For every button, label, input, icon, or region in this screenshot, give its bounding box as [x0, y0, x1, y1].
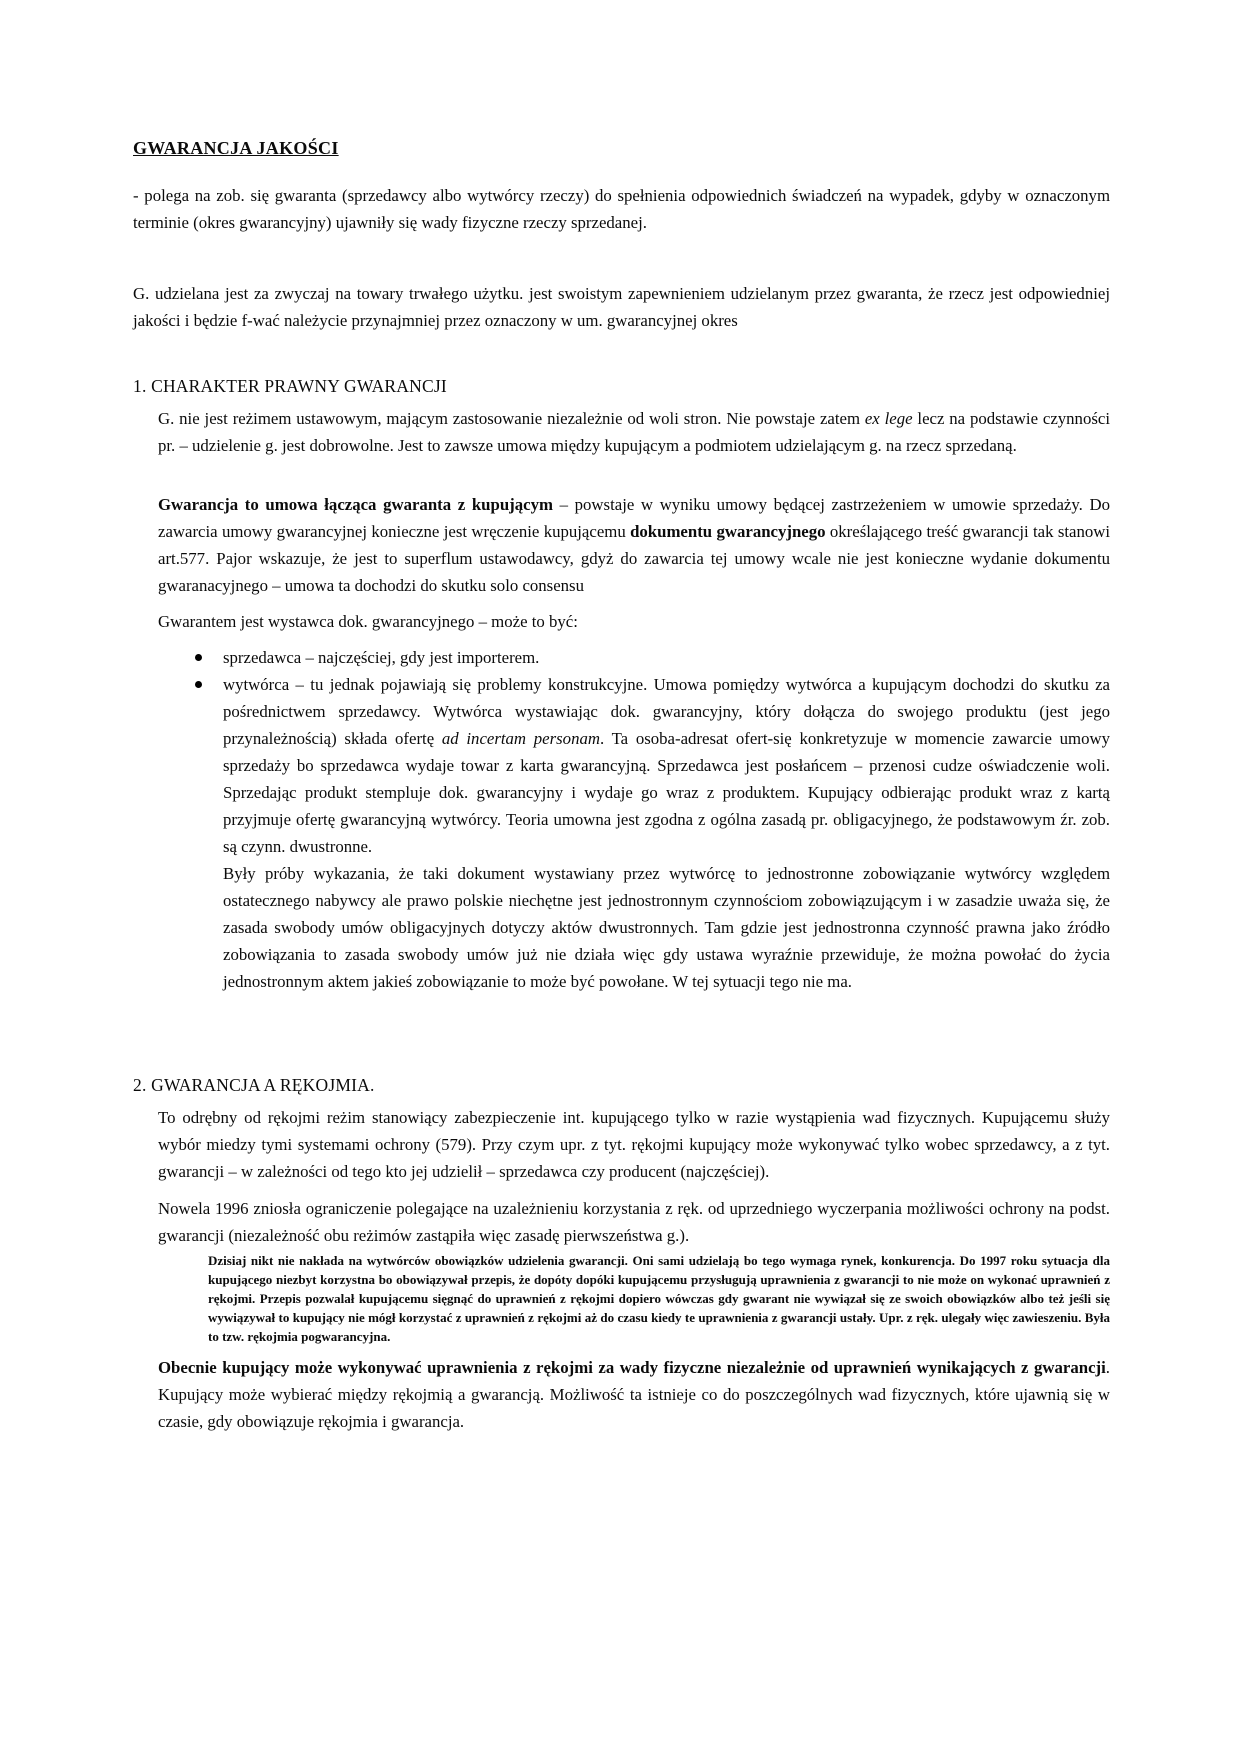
bullet-icon [195, 654, 202, 661]
section-2-paragraph-nowela: Nowela 1996 zniosła ograniczenie polegające na uzależnieniu korzystania z ręk. od uprzedniego wyczerpania możliwości ochrony na podst. gwarancji (niezależność obu reżimów zastąpiła więc zasadę pierwszeństwa g.). [158, 1199, 1110, 1245]
latin-term-ad-incertam-personam: ad incertam personam [441, 729, 600, 748]
bullet-icon [195, 681, 202, 688]
list-item-wytworca [193, 671, 1110, 995]
list-item-sprzedawca [193, 644, 1110, 671]
section-1-paragraph-gwarant: Gwarantem jest wystawca dok. gwarancyjnego – może to być: [158, 612, 578, 631]
section-2-paragraph-odrebny: To odrębny od rękojmi reżim stanowiący zabezpieczenie int. kupującego tylko w razie wystąpienia wad fizycznych. Kupującemu służy wybór miedzy tymi systemami ochrony (579). Przy czym upr. z tyt. rękojmi kupujący może wykonywać tylko wobec sprzedawcy, a z tyt. gwarancji – w zależności od tego kto jej udzielił – sprzedawca czy producent (najczęściej). [158, 1108, 1110, 1181]
text-run: – powstaje w wyniku umowy będącej zastrzeżeniem w umowie sprzedaży. Do zawarcia umowy gwarancyjnej konieczne jest wręczenie kupującemu [158, 495, 1110, 541]
bold-term-dokument-gwarancyjny: dokumentu gwarancyjnego [630, 522, 826, 541]
text-run: . Ta osoba-adresat ofert-się konkretyzuje w momencie zawarcie umowy sprzedaży bo sprzedawca wydaje towar z karta gwarancyjną. Sprzedawca jest posłańcem – przenosi cudze oświadczenie woli. Sprzedając produkt stempluje dok. gwarancyjny i wydaje go wraz z produktem. Kupujący odbierając produkt wraz z kartą przyjmuje ofertę gwarancyjną wytwórcy. Teoria umowna jest zgodna z ogólna zasadą pr. obligacyjnego, że podstawowym źr. zob. są czynn. dwustronne. [223, 729, 1110, 856]
section-1-heading: 1. CHARAKTER PRAWNY GWARANCJI [133, 376, 447, 396]
bold-lead-obecnie: Obecnie kupujący może wykonywać uprawnienia z rękojmi za wady fizyczne niezależnie od uprawnień wynikających z gwarancji [158, 1358, 1106, 1377]
text-run: Były próby wykazania, że taki dokument wystawiany przez wytwórcę to jednostronne zobowiązanie wytwórcy względem ostatecznego nabywcy ale prawo polskie niechętne jest jednostronnym czynnościom zobowiązującym i w zasadzie uważa się, że zasada swobody umów obligacyjnych dotyczy aktów dwustronnych. Tam gdzie jest jednostronna czynność prawna jako źródło zobowiązania to zasada swobody umów już nie działa więc gdy ustawa wyraźnie przewiduje, że można powołać do życia jednostronnym aktem jakieś zobowiązanie to może być powołane. W tej sytuacji tego nie ma. [223, 864, 1110, 991]
text-run: . Kupujący może wybierać między rękojmią a gwarancją. Możliwość ta istnieje co do poszczególnych wad fizycznych, które ujawnią się w czasie, gdy obowiązuje rękojmia i gwarancja. [158, 1358, 1110, 1431]
intro-paragraph-usage: G. udzielana jest za zwyczaj na towary trwałego użytku. jest swoistym zapewnieniem udzielanym przez gwaranta, że rzecz jest odpowiedniej jakości i będzie f-wać należycie przynajmniej przez oznaczony w um. gwarancyjnej okres [133, 284, 1110, 330]
section-1-paragraph-charakter [158, 405, 1110, 459]
bullet-text: sprzedawca – najczęściej, gdy jest importerem. [223, 648, 540, 667]
latin-term-ex-lege: ex lege [864, 409, 913, 428]
bold-lead-gwarancja-umowa: Gwarancja to umowa łącząca gwaranta z kupującym [158, 495, 553, 514]
document-title: GWARANCJA JAKOŚCI [133, 138, 339, 158]
text-run: lecz na podstawie czynności pr. – udzielenie g. jest dobrowolne. Jest to zawsze umowa między kupującym a podmiotem udzielającym g. na rzecz sprzedaną. [158, 409, 1110, 455]
guarantor-bullet-list [193, 644, 1110, 995]
text-run: wytwórca – tu jednak pojawiają się problemy konstrukcyjne. Umowa pomiędzy wytwórca a kupującym dochodzi do skutku za pośrednictwem sprzedawcy. Wytwórca wystawiając dok. gwarancyjny, który dołącza do swojego produktu (jest jego przynależnością) składa ofertę [223, 675, 1110, 748]
section-1-paragraph-umowa [158, 491, 1110, 599]
text-run: G. nie jest reżimem ustawowym, mającym zastosowanie niezależnie od woli stron. Nie powstaje zatem [158, 409, 865, 428]
section-2-paragraph-obecnie [158, 1354, 1110, 1435]
intro-paragraph-definition: - polega na zob. się gwaranta (sprzedawcy albo wytwórcy rzeczy) do spełnienia odpowiednich świadczeń na wypadek, gdyby w oznaczonym terminie (okres gwarancyjny) ujawniły się wady fizyczne rzeczy sprzedanej. [133, 186, 1110, 232]
section-2-small-note: Dzisiaj nikt nie nakłada na wytwórców obowiązków udzielenia gwarancji. Oni sami udzielają bo tego wymaga rynek, konkurencja. Do 1997 roku sytuacja dla kupującego niezbyt korzystna bo obowiązywał przepis, że dopóty dopóki kupującemu przysługują uprawnienia z gwarancji to nie może on wykonać uprawnień z rękojmi. Przepis pozwalał kupującemu sięgnąć do uprawnień z rękojmi dopiero wówczas gdy gwarant nie wywiązał się ze swoich obowiązków albo też jeśli się wywiązywał to kupujący nie mógł korzystać z uprawnień z rękojmi aż do czasu kiedy te uprawnienia z gwarancji ustały. Upr. z ręk. ulegały więc zawieszeniu. Była to tzw. rękojmia pogwarancyjna. [208, 1253, 1110, 1344]
section-2-heading: 2. GWARANCJA A RĘKOJMIA. [133, 1075, 375, 1095]
text-run: określającego treść gwarancji tak stanowi art.577. Pajor wskazuje, że jest to superflum ustawodawcy, gdyż do zawarcia tej umowy wcale nie jest konieczne wydanie dokumentu gwaranacyjnego – umowa ta dochodzi do skutku solo consensu [158, 522, 1111, 595]
